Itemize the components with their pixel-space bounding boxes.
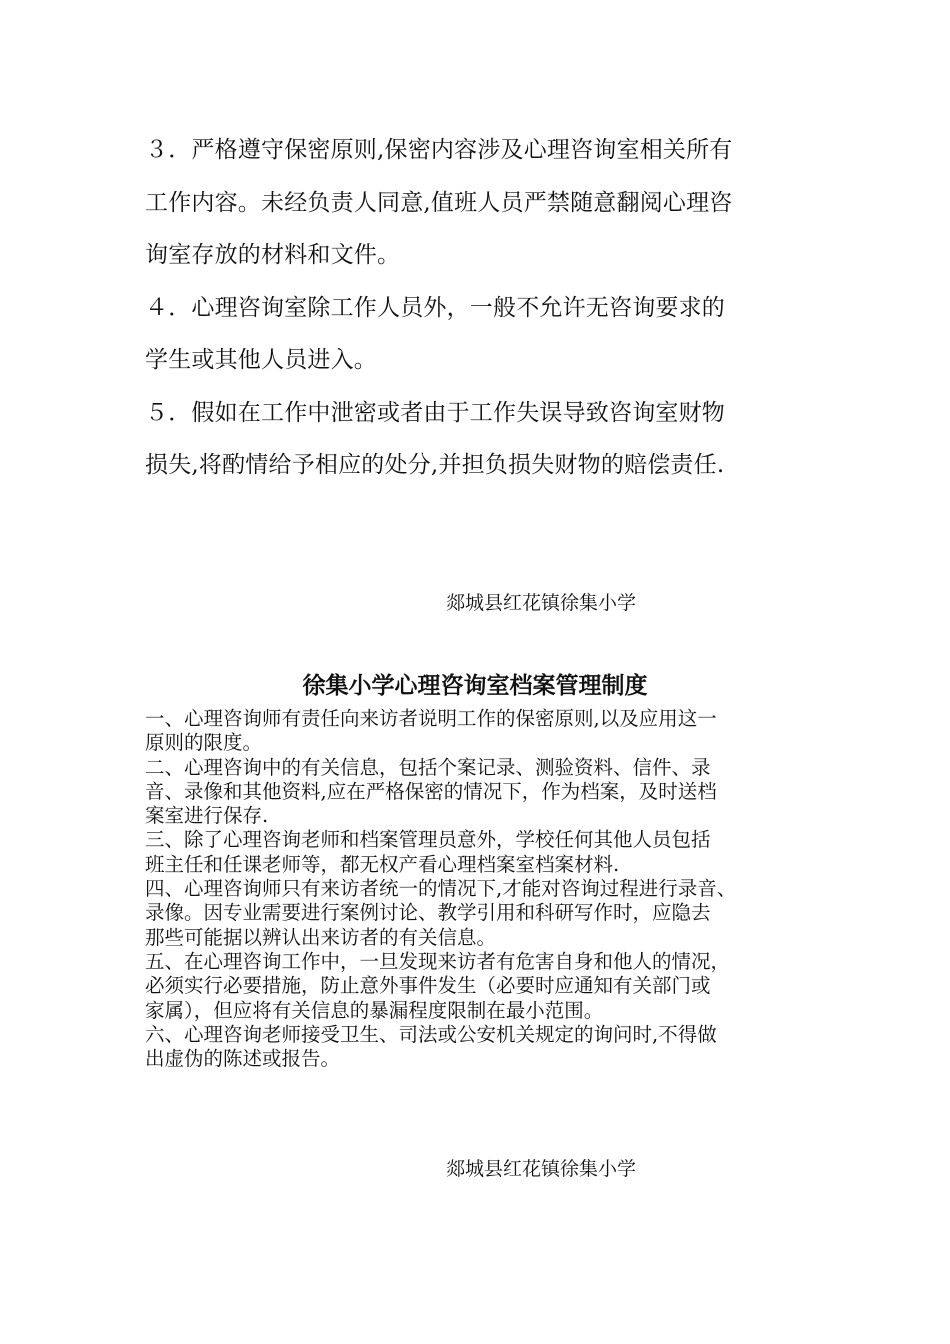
- paragraph-line: ４．心理咨询室除工作人员外，一般不允许无咨询要求的: [145, 294, 725, 321]
- paragraph-line: 班主任和任课老师等，都无权产看心理档案室档案材料.: [145, 852, 620, 876]
- document-title: 徐集小学心理咨询室档案管理制度: [302, 672, 648, 699]
- paragraph-line: 四、心理咨询师只有来访者统一的情况下,才能对咨询过程进行录音、: [145, 877, 737, 901]
- paragraph-line: 损失,将酌情给予相应的处分,并担负损失财物的赔偿责任.: [145, 452, 725, 478]
- paragraph-line: 工作内容。未经负责人同意,值班人员严禁随意翻阅心理咨: [145, 189, 733, 216]
- paragraph-line: 六、心理咨询老师接受卫生、司法或公安机关规定的询问时,不得做: [145, 1022, 717, 1046]
- paragraph-line: 三、除了心理咨询老师和档案管理员意外，学校任何其他人员包括: [145, 828, 711, 852]
- paragraph-line: 案室进行保存.: [145, 804, 269, 828]
- paragraph-line: 音、录像和其他资料,应在严格保密的情况下，作为档案，及时送档: [145, 779, 717, 803]
- paragraph-line: 必须实行必要措施，防止意外事件发生（必要时应通知有关部门或: [145, 974, 711, 998]
- paragraph-line: 学生或其他人员进入。: [145, 347, 377, 373]
- school-signature: 郯城县红花镇徐集小学: [446, 1158, 637, 1180]
- paragraph-line: 出虚伪的陈述或报告。: [145, 1047, 341, 1071]
- paragraph-line: 家属），但应将有关信息的暴漏程度限制在最小范围。: [145, 998, 604, 1022]
- archive-rules-section: [145, 707, 825, 1071]
- paragraph-line: 询室存放的材料和文件。: [145, 242, 401, 268]
- paragraph-line: ３．严格遵守保密原则,保密内容涉及心理咨询室相关所有: [145, 137, 733, 163]
- paragraph-line: 那些可能据以辨认出来访者的有关信息。: [145, 925, 497, 949]
- paragraph-line: 原则的限度。: [145, 731, 263, 755]
- paragraph-line: 一、心理咨询师有责任向来访者说明工作的保密原则,以及应用这一: [145, 707, 717, 730]
- paragraph-line: 录像。因专业需要进行案例讨论、教学引用和科研写作时，应隐去: [145, 901, 711, 925]
- paragraph-line: 二、心理咨询中的有关信息，包括个案记录、测验资料、信件、录: [145, 755, 711, 779]
- confidentiality-rules-section: [145, 128, 815, 496]
- paragraph-line: 五、在心理咨询工作中，一旦发现来访者有危害自身和他人的情况，: [145, 949, 731, 973]
- paragraph-line: ５．假如在工作中泄密或者由于工作失误导致咨询室财物: [145, 399, 725, 426]
- school-signature: 郯城县红花镇徐集小学: [446, 592, 637, 614]
